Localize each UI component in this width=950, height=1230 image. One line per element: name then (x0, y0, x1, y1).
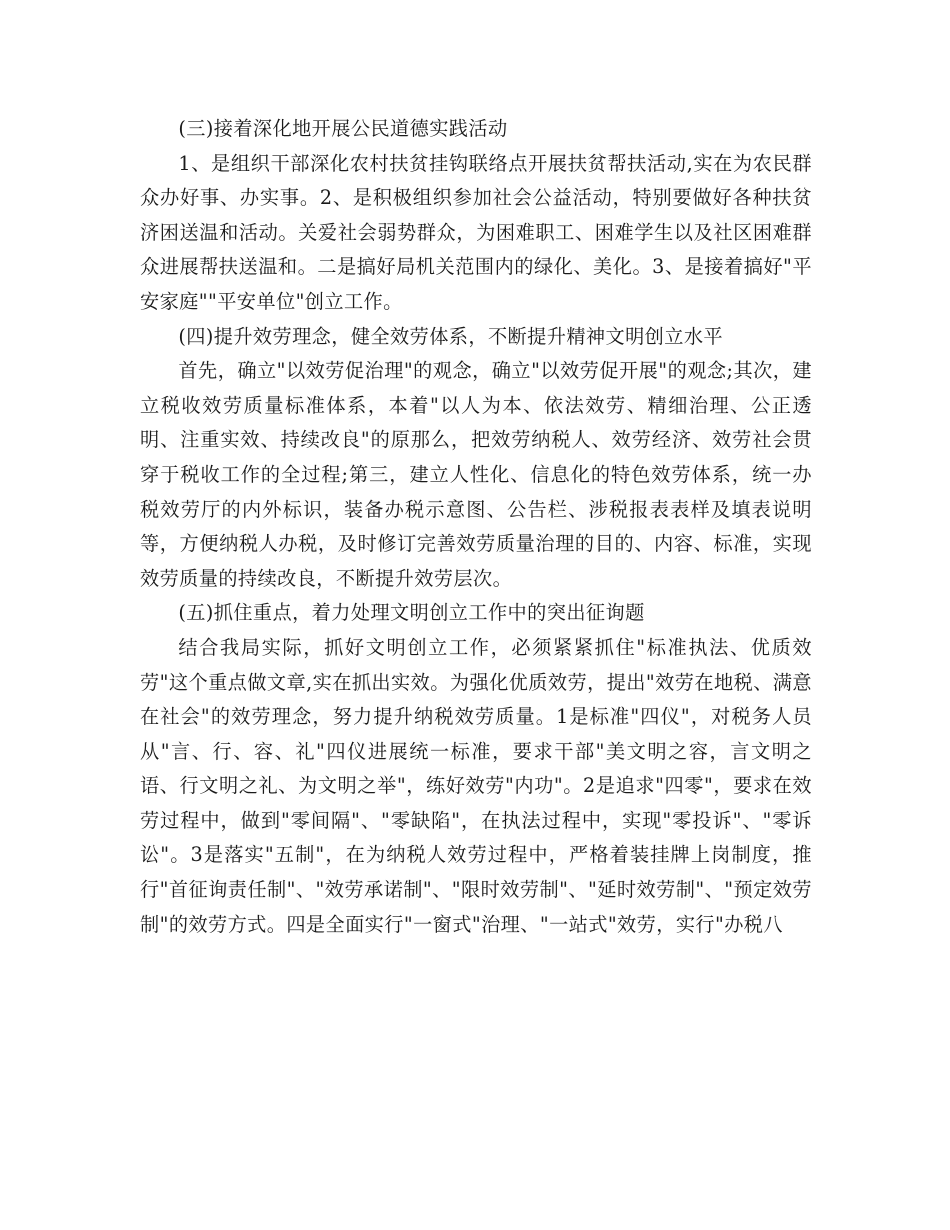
section-heading-3: (三)接着深化地开展公民道德实践活动 (178, 117, 508, 140)
section-heading-5: (五)抓住重点，着力处理文明创立工作中的突出征询题 (178, 601, 645, 625)
section-heading-4: (四)提升效劳理念，健全效劳体系，不断提升精神文明创立水平 (178, 324, 724, 348)
body-paragraph-3: 结合我局实际，抓好文明创立工作，必须紧紧抓住"标准执法、优质效劳"这个重点做文章,实在抓出实效。为强化优质效劳，提出"效劳在地税、满意在社会"的效劳理念，努力提升纳税效劳质量。1是标准"四仪"，对税务人员从"言、行、容、礼"四仪进展统一标准，要求干部"美文明之容，言文明之语、行文明之礼、为文明之举"，练好效劳"内功"。2是追求"四零"，要求在效劳过程中，做到"零间隔"、"零缺陷"，在执法过程中，实现"零投诉"、"零诉讼"。3是落实"五制"，在为纳税人效劳过程中，严格着装挂牌上岗制度，推行"首征询责任制"、"效劳承诺制"、"限时效劳制"、"延时效劳制"、"预定效劳制"的效劳方式。四是全面实行"一窗式"治理、"一站式"效劳，实行"办税八 (140, 635, 812, 936)
body-paragraph-1: 1、是组织干部深化农村扶贫挂钩联络点开展扶贫帮扶活动,实在为农民群众办好事、办实事。2、是积极组织参加社会公益活动，特别要做好各种扶贫济困送温和活动。关爱社会弱势群众，为困难职工、困难学生以及社区困难群众进展帮扶送温和。二是搞好局机关范围内的绿化、美化。3、是接着搞好"平安家庭""平安单位"创立工作。 (140, 151, 812, 313)
body-paragraph-2: 首先，确立"以效劳促治理"的观念，确立"以效劳促开展"的观念;其次，建立税收效劳质量标准体系，本着"以人为本、依法效劳、精细治理、公正透明、注重实效、持续改良"的原那么，把效劳纳税人、效劳经济、效劳社会贯穿于税收工作的全过程;第三，建立人性化、信息化的特色效劳体系，统一办税效劳厅的内外标识，装备办税示意图、公告栏、涉税报表表样及填表说明等，方便纳税人办税，及时修订完善效劳质量治理的目的、内容、标准，实现效劳质量的持续改良，不断提升效劳层次。 (140, 359, 812, 590)
document-page (140, 112, 812, 942)
